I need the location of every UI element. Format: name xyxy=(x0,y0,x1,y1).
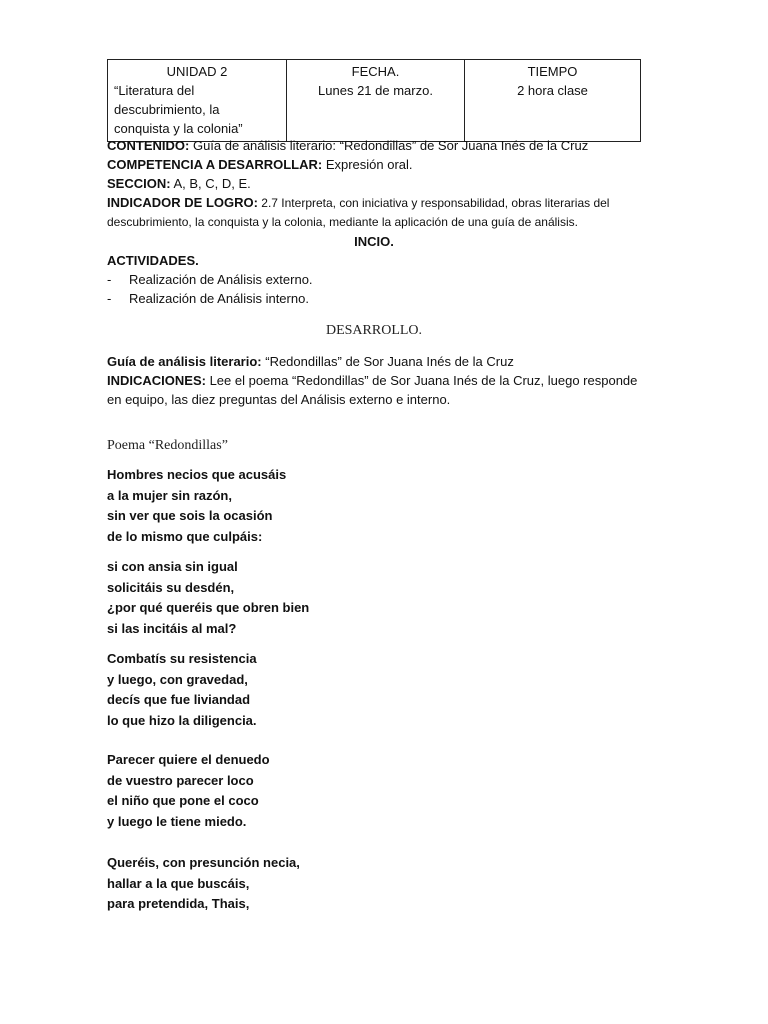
dash-bullet: - xyxy=(107,272,112,287)
poem-line: y luego, con gravedad, xyxy=(107,671,248,687)
indicaciones-label: INDICACIONES: xyxy=(107,373,206,388)
header-table xyxy=(107,59,641,142)
fecha-value: Lunes 21 de marzo. xyxy=(318,83,433,98)
unidad-line: conquista y la colonia” xyxy=(114,121,243,136)
competencia-label: COMPETENCIA A DESARROLLAR: xyxy=(107,157,323,172)
poem-line: Queréis, con presunción necia, xyxy=(107,855,300,870)
dash-bullet: - xyxy=(107,291,112,306)
poem-line: Combatís su resistencia xyxy=(107,651,257,666)
seccion-line xyxy=(107,174,647,193)
guia-section xyxy=(107,352,653,409)
poem-stanza xyxy=(107,557,647,639)
tiempo-value: 2 hora clase xyxy=(517,83,588,98)
tiempo-cell xyxy=(465,60,641,142)
poem-line: Parecer quiere el denuedo xyxy=(107,752,270,767)
poem-stanza xyxy=(107,750,647,832)
guia-value: “Redondillas” de Sor Juana Inés de la Cruz xyxy=(261,354,514,369)
desarrollo-heading: DESARROLLO. xyxy=(325,323,423,338)
poem-line: solicitáis su desdén, xyxy=(107,579,235,595)
guia-line xyxy=(107,352,653,371)
contenido-line xyxy=(107,136,647,155)
actividad-text: Realización de Análisis interno. xyxy=(129,291,309,306)
poem-line: Hombres necios que acusáis xyxy=(107,467,287,482)
list-item xyxy=(107,289,647,308)
poem-stanza xyxy=(107,465,647,547)
poem-line: si con ansia sin igual xyxy=(107,559,238,574)
indicador-label: INDICADOR DE LOGRO: xyxy=(107,195,258,210)
seccion-label: SECCION: xyxy=(107,176,171,191)
poem-line: ¿por qué queréis que obren bien xyxy=(107,600,310,615)
unidad-cell xyxy=(108,60,287,142)
unidad-label: UNIDAD 2 xyxy=(166,64,228,79)
poem-line: lo que hizo la diligencia. xyxy=(107,712,257,728)
unidad-line: descubrimiento, la xyxy=(114,102,220,117)
actividad-text: Realización de Análisis externo. xyxy=(129,272,313,287)
indicaciones-value: Lee el poema “Redondillas” de Sor Juana Inés de la Cruz, luego responde en equipo, las diez preguntas del Análisis externo e interno. xyxy=(107,373,638,407)
actividades-heading: ACTIVIDADES. xyxy=(107,253,199,268)
indicaciones-line xyxy=(107,371,653,409)
info-section xyxy=(107,136,647,308)
indicador-line xyxy=(107,193,627,232)
poem-line: sin ver que sois la ocasión xyxy=(107,508,273,523)
guia-label: Guía de análisis literario: xyxy=(107,354,262,369)
poem-line: a la mujer sin razón, xyxy=(107,487,232,503)
list-item xyxy=(107,270,647,289)
poem-stanza xyxy=(107,649,647,731)
contenido-label: CONTENIDO: xyxy=(107,138,190,153)
unidad-line: “Literatura del xyxy=(114,83,195,98)
poem-title: Poema “Redondillas” xyxy=(107,438,228,453)
inicio-heading: INCIO. xyxy=(354,234,394,249)
indicador-value: 2.7 Interpreta, con iniciativa y responsabilidad, obras literarias del descubrimiento, la conquista y la colonia, mediante la aplicación de una guía de análisis. xyxy=(107,196,610,229)
poem-line: y luego le tiene miedo. xyxy=(107,813,247,829)
poem-line: hallar a la que buscáis, xyxy=(107,875,250,891)
contenido-value: Guía de análisis literario: “Redondillas” de Sor Juana Inés de la Cruz xyxy=(189,138,589,153)
fecha-cell xyxy=(287,60,465,142)
seccion-value: A, B, C, D, E. xyxy=(170,176,251,191)
poem-line: para pretendida, Thais, xyxy=(107,896,250,911)
poem-stanza xyxy=(107,853,647,915)
poem-line: el niño que pone el coco xyxy=(107,793,259,808)
competencia-line xyxy=(107,155,647,174)
fecha-label: FECHA. xyxy=(351,64,400,79)
poem-line: de lo mismo que culpáis: xyxy=(107,528,263,544)
poem-line: de vuestro parecer loco xyxy=(107,772,254,788)
competencia-value: Expresión oral. xyxy=(322,157,413,172)
poem-line: si las incitáis al mal? xyxy=(107,620,237,636)
poem-line: decís que fue liviandad xyxy=(107,692,251,707)
tiempo-label: TIEMPO xyxy=(527,64,578,79)
